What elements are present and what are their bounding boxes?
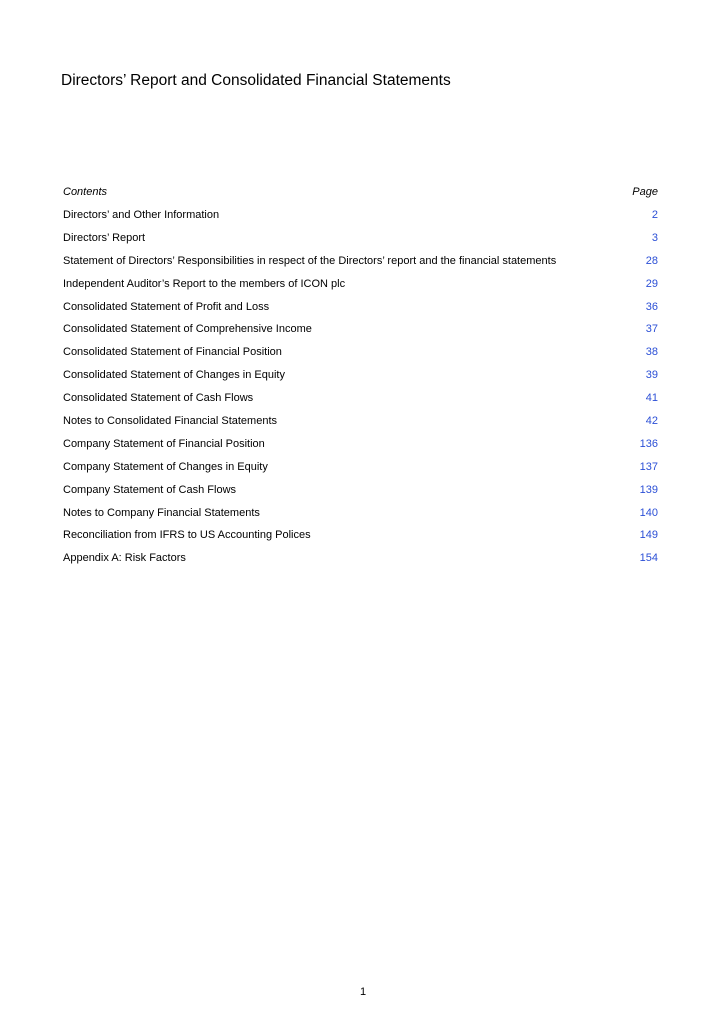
toc-entry-page-link[interactable]: 38: [645, 346, 658, 359]
toc-entry-company-notes[interactable]: [63, 505, 658, 521]
toc-entry-page-link[interactable]: 154: [639, 552, 658, 565]
toc-entry-page-link[interactable]: 149: [639, 529, 658, 542]
toc-entry-consolidated-financial-position[interactable]: [63, 344, 658, 360]
toc-entry-label[interactable]: Consolidated Statement of Changes in Equity: [63, 369, 285, 382]
toc-entry-page-link[interactable]: 39: [645, 369, 658, 382]
toc-entry-page-link[interactable]: 137: [639, 460, 658, 473]
page-heading: Page: [632, 186, 658, 198]
toc-entry-label[interactable]: Notes to Company Financial Statements: [63, 506, 260, 519]
toc-entry-comprehensive-income[interactable]: [63, 321, 658, 337]
toc-entry-label[interactable]: Consolidated Statement of Financial Position: [63, 346, 282, 359]
toc-entry-label[interactable]: Directors’ and Other Information: [63, 209, 220, 221]
toc-entry-page-link[interactable]: 3: [651, 231, 658, 244]
toc-entry-label[interactable]: Consolidated Statement of Profit and Loss: [63, 300, 270, 313]
toc-entry-label[interactable]: Consolidated Statement of Cash Flows: [63, 392, 254, 405]
toc-entry-ifrs-us-reconciliation[interactable]: [63, 527, 658, 543]
toc-entry-label[interactable]: Reconciliation from IFRS to US Accounting Polices: [63, 529, 311, 542]
toc-entry-directors-other-information[interactable]: [63, 207, 658, 223]
toc-entry-consolidated-notes[interactable]: [63, 413, 658, 429]
contents-heading: Contents: [63, 186, 108, 198]
toc-entry-label[interactable]: Notes to Consolidated Financial Statements: [63, 415, 278, 428]
toc-entry-company-changes-in-equity[interactable]: [63, 459, 658, 475]
table-of-contents: [63, 184, 658, 573]
toc-entry-label[interactable]: Statement of Directors’ Responsibilities in respect of the Directors’ report and the financial statements: [63, 254, 557, 267]
toc-entry-page-link[interactable]: 29: [645, 277, 658, 290]
toc-entry-label[interactable]: Company Statement of Financial Position: [63, 437, 265, 450]
toc-entry-page-link[interactable]: 136: [639, 437, 658, 450]
toc-entry-page-link[interactable]: 2: [651, 209, 658, 221]
toc-entry-label[interactable]: Company Statement of Cash Flows: [63, 483, 237, 496]
document-title: Directors’ Report and Consolidated Financial Statements: [61, 72, 451, 89]
toc-entry-directors-report[interactable]: [63, 230, 658, 246]
toc-entry-consolidated-changes-in-equity[interactable]: [63, 367, 658, 383]
toc-entry-company-cash-flows[interactable]: [63, 482, 658, 498]
toc-entry-page-link[interactable]: 139: [639, 483, 658, 496]
toc-entry-consolidated-cash-flows[interactable]: [63, 390, 658, 406]
toc-entry-page-link[interactable]: 28: [645, 254, 658, 267]
toc-entry-label[interactable]: Directors’ Report: [63, 231, 146, 244]
toc-header: [63, 184, 658, 200]
toc-entry-page-link[interactable]: 41: [645, 392, 658, 405]
toc-entry-auditors-report[interactable]: [63, 276, 658, 292]
toc-entry-page-link[interactable]: 42: [645, 415, 658, 428]
toc-entry-risk-factors[interactable]: [63, 550, 658, 566]
toc-entry-label[interactable]: Consolidated Statement of Comprehensive Income: [63, 323, 312, 336]
toc-entry-statement-of-responsibilities[interactable]: [63, 253, 658, 269]
toc-entry-company-financial-position[interactable]: [63, 436, 658, 452]
toc-entry-profit-and-loss[interactable]: [63, 299, 658, 315]
toc-entry-label[interactable]: Independent Auditor’s Report to the members of ICON plc: [63, 277, 346, 290]
toc-entry-label[interactable]: Appendix A: Risk Factors: [63, 552, 186, 565]
toc-entry-page-link[interactable]: 36: [645, 300, 658, 313]
toc-entry-page-link[interactable]: 37: [645, 323, 658, 336]
toc-entry-page-link[interactable]: 140: [639, 506, 658, 519]
toc-entry-label[interactable]: Company Statement of Changes in Equity: [63, 460, 268, 473]
page-number: 1: [359, 986, 367, 998]
